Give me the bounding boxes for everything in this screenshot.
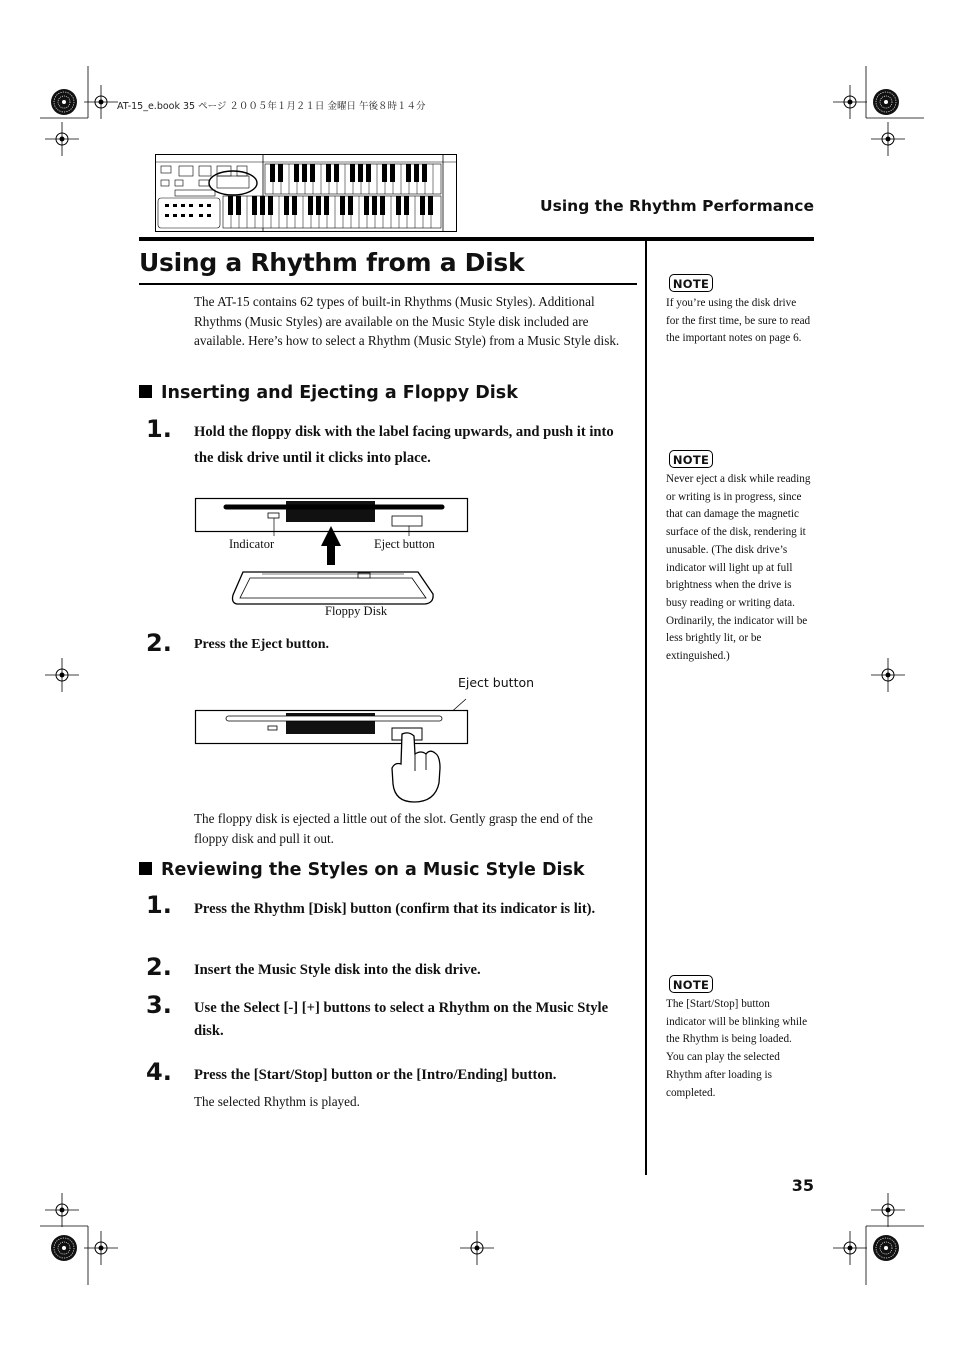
step-result-text: The selected Rhythm is played. (194, 1094, 360, 1109)
eject-button-label: Eject button (458, 675, 535, 690)
step-text: Press the Rhythm [Disk] button (confirm that its indicator is lit). (194, 901, 596, 917)
step-text: Press the Eject button. (194, 637, 330, 652)
note-text: If you’re using the disk drive for the first time, be sure to read the important notes on page 6. (666, 297, 811, 345)
header-rule (139, 237, 814, 241)
eject-button-label: Eject button (374, 537, 435, 551)
section-header: Using the Rhythm Performance (540, 197, 814, 215)
note-badge: NOTE (669, 450, 713, 468)
organ-panel-illustration (155, 154, 457, 232)
step-number: 3. (146, 991, 172, 1019)
step-text: Hold the floppy disk with the label facing upwards, and push it into the disk drive until it clicks into place. (194, 424, 614, 466)
note-badge: NOTE (669, 975, 713, 993)
disk-drive-eject-diagram (190, 688, 480, 806)
page-number: 35 (791, 1176, 814, 1195)
disk-drive-insert-diagram (190, 494, 480, 612)
note-text: The [Start/Stop] button indicator will be blinking while the Rhythm is being loaded. You can play the selected Rhythm after loading is completed. (666, 998, 808, 1099)
step-number: 2. (146, 629, 172, 657)
intro-paragraph: The AT-15 contains 62 types of built-in Rhythms (Music Styles). Additional Rhythms (Music Styles) are available on the Music Style disk included are available. Here’s how to select a Rhythm (Music Style) from a Music Style disk. (194, 294, 620, 349)
note-badge: NOTE (669, 274, 713, 292)
note-text: Never eject a disk while reading or writing is in progress, since that can damage the magnetic surface of the disk, rendering it unusable. (The disk drive’s indicator will light up at full brightness when the drive is busy reading or writing data. Ordinarily, the indicator will be less brightly lit, or be extinguished.) (666, 473, 811, 663)
square-bullet-icon (139, 862, 152, 875)
section-heading-text: Inserting and Ejecting a Floppy Disk (161, 383, 518, 403)
step-number: 2. (146, 953, 172, 981)
eject-result-text: The floppy disk is ejected a little out of the slot. Gently grasp the end of the floppy disk and pull it out. (194, 811, 593, 846)
indicator-label: Indicator (229, 537, 275, 551)
page-title: Using a Rhythm from a Disk (139, 248, 525, 277)
section-heading-text: Reviewing the Styles on a Music Style Disk (161, 860, 585, 880)
step-text: Press the [Start/Stop] button or the [Intro/Ending] button. (194, 1067, 557, 1083)
step-text: Use the Select [-] [+] buttons to select a Rhythm on the Music Style disk. (194, 1000, 609, 1039)
section-heading-insert-eject (139, 383, 518, 403)
sidebar-divider (645, 240, 647, 1175)
file-header: AT-15_e.book 35 ページ ２００５年１月２１日 金曜日 午後８時１４分 (117, 101, 426, 112)
step-number: 4. (146, 1058, 172, 1086)
step-number: 1. (146, 891, 172, 919)
section-heading-review-styles (139, 860, 585, 880)
title-underline (139, 283, 637, 285)
floppy-disk-label: Floppy Disk (325, 604, 388, 618)
step-text: Insert the Music Style disk into the disk drive. (194, 962, 481, 978)
step-number: 1. (146, 415, 172, 443)
square-bullet-icon (139, 385, 152, 398)
